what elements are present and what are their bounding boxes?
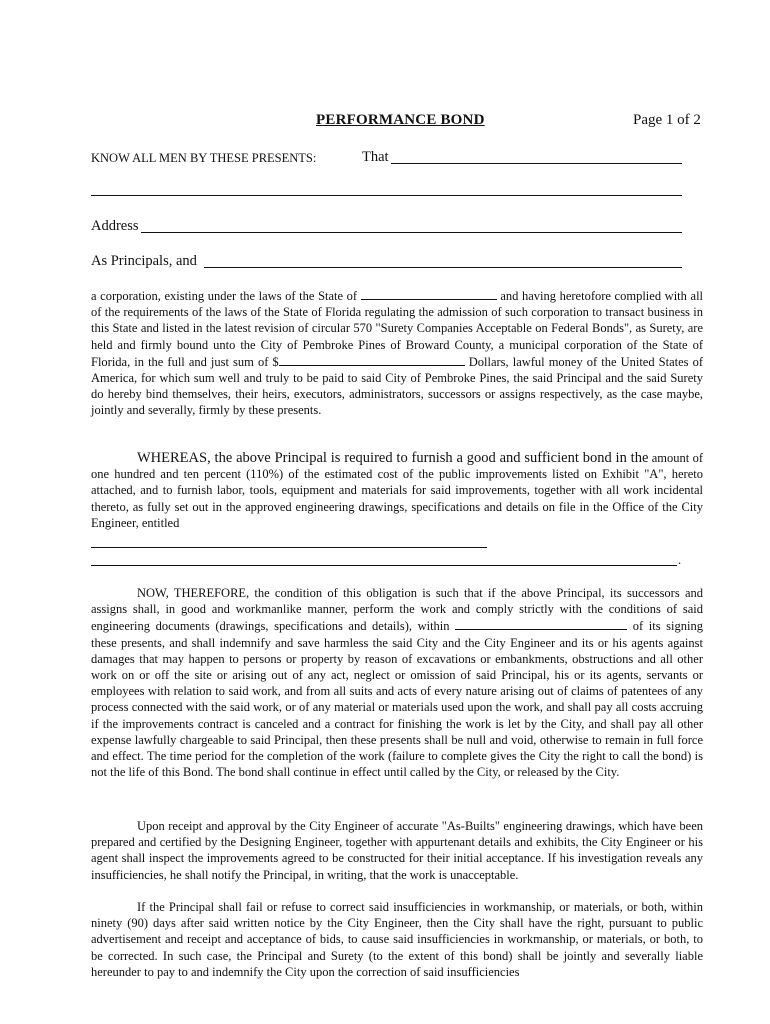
- principal-name-line[interactable]: [391, 163, 682, 164]
- paragraph-3: [91, 585, 703, 780]
- time-period-blank[interactable]: [455, 617, 627, 630]
- document-title: PERFORMANCE BOND: [316, 112, 485, 128]
- paragraph-2: [91, 450, 703, 531]
- entitled-period: .: [678, 553, 682, 567]
- paragraph-5: [91, 899, 703, 980]
- paragraph-4: [91, 818, 703, 883]
- entitled-line-1[interactable]: [91, 547, 487, 548]
- principals-label: As Principals, and: [91, 253, 197, 269]
- p3-text-a: NOW, THEREFORE, the condition of this obligation is such that if the above Principal, its successors and assigns shall, in good and workmanlike manner, perform the work and comply strictly with the conditions of said engineering documents (drawings, specifications and details), within: [91, 586, 703, 634]
- surety-name-line[interactable]: [204, 267, 682, 268]
- p1-text-c: Dollars, lawful money of the United States of America, for which sum well and truly to be paid to said City of Pembroke Pines, the said Principal and the said Surety do hereby bind themselves, their heirs, executors, administrators, successors or assigns respectively, as the case maybe, jointly and severally, firmly by these presents.: [91, 354, 703, 418]
- know-all-men-label: KNOW ALL MEN BY THESE PRESENTS:: [91, 151, 317, 165]
- page-indicator: Page 1 of 2: [633, 112, 701, 128]
- p3-text-b: of its signing these presents, and shall indemnify and save harmless the said City and the City Engineer and its or his agents against damages that may happen to persons or property by reason of excavations or embankments, obstructions and all other work on or off the site or arising out of any act, neglect or omission of said Principal, his or its agents, servants or employees with relation to said work, and from all suits and acts of every nature arising out of claims of patentees of any process connected with the said work, or of any material or materials used upon the work, and shall pay all costs accruing if the improvements contract is canceled and a contract for finishing the work is let by the City, and shall pay all other expense lawfully chargeable to said Principal, then these presents shall be null and void, otherwise to remain in full force and effect. The time period for the completion of the work (failure to complete gives the City the right to call the bond) is not the life of this Bond. The bond shall continue in effect until called by the City, or released by the City.: [91, 619, 703, 780]
- paragraph-1: [91, 287, 703, 419]
- p4-text: Upon receipt and approval by the City Engineer of accurate "As-Builts" engineering drawings, which have been prepared and certified by the Designing Engineer, together with appurtenant details and exhibits, the City Engineer or his agent shall inspect the improvements agreed to be constructed for their initial acceptance. If his investigation reveals any insufficiencies, he shall notify the Principal, in writing, that the work is unacceptable.: [91, 819, 703, 882]
- p5-text: If the Principal shall fail or refuse to correct said insufficiencies in workmanship, or materials, or both, within ninety (90) days after said written notice by the City Engineer, then the City shall have the right, pursuant to public advertisement and receipt and acceptance of bids, to cause said insufficiencies in workmanship, or materials, or both, to be corrected. In such case, the Principal and Surety (to the extent of this bond) shall be jointly and severally liable hereunder to pay to and indemnify the City upon the correction of said insufficiencies: [91, 900, 703, 979]
- p2-rest: amount of one hundred and ten percent (110%) of the estimated cost of the public improvements listed on Exhibit "A", hereto attached, and to furnish labor, tools, equipment and materials for said improvements, together with all work incidental thereto, as fully set out in the approved engineering drawings, specifications and details on file in the Office of the City Engineer, entitled: [91, 451, 703, 530]
- address-line[interactable]: [141, 232, 682, 233]
- p1-text-a: a corporation, existing under the laws of the State of: [91, 289, 358, 303]
- principal-name-line-2[interactable]: [91, 195, 682, 196]
- entitled-line-2[interactable]: [91, 565, 677, 566]
- state-blank[interactable]: [361, 287, 497, 300]
- that-label: That: [362, 149, 389, 165]
- p2-lead: WHEREAS, the above Principal is required to furnish a good and sufficient bond in the: [137, 450, 649, 466]
- address-label: Address: [91, 218, 139, 234]
- p1-text-b: and having heretofore complied with all of the requirements of the laws of the State of Florida regulating the admission of such corporation to transact business in this State and listed in the latest revision of circular 570 "Surety Companies Acceptable on Federal Bonds", as Surety, are held and firmly bound unto the City of Pembroke Pines of Broward County, a municipal corporation of the State of Florida, in the full and just sum of $: [91, 289, 704, 369]
- sum-blank[interactable]: [279, 353, 465, 366]
